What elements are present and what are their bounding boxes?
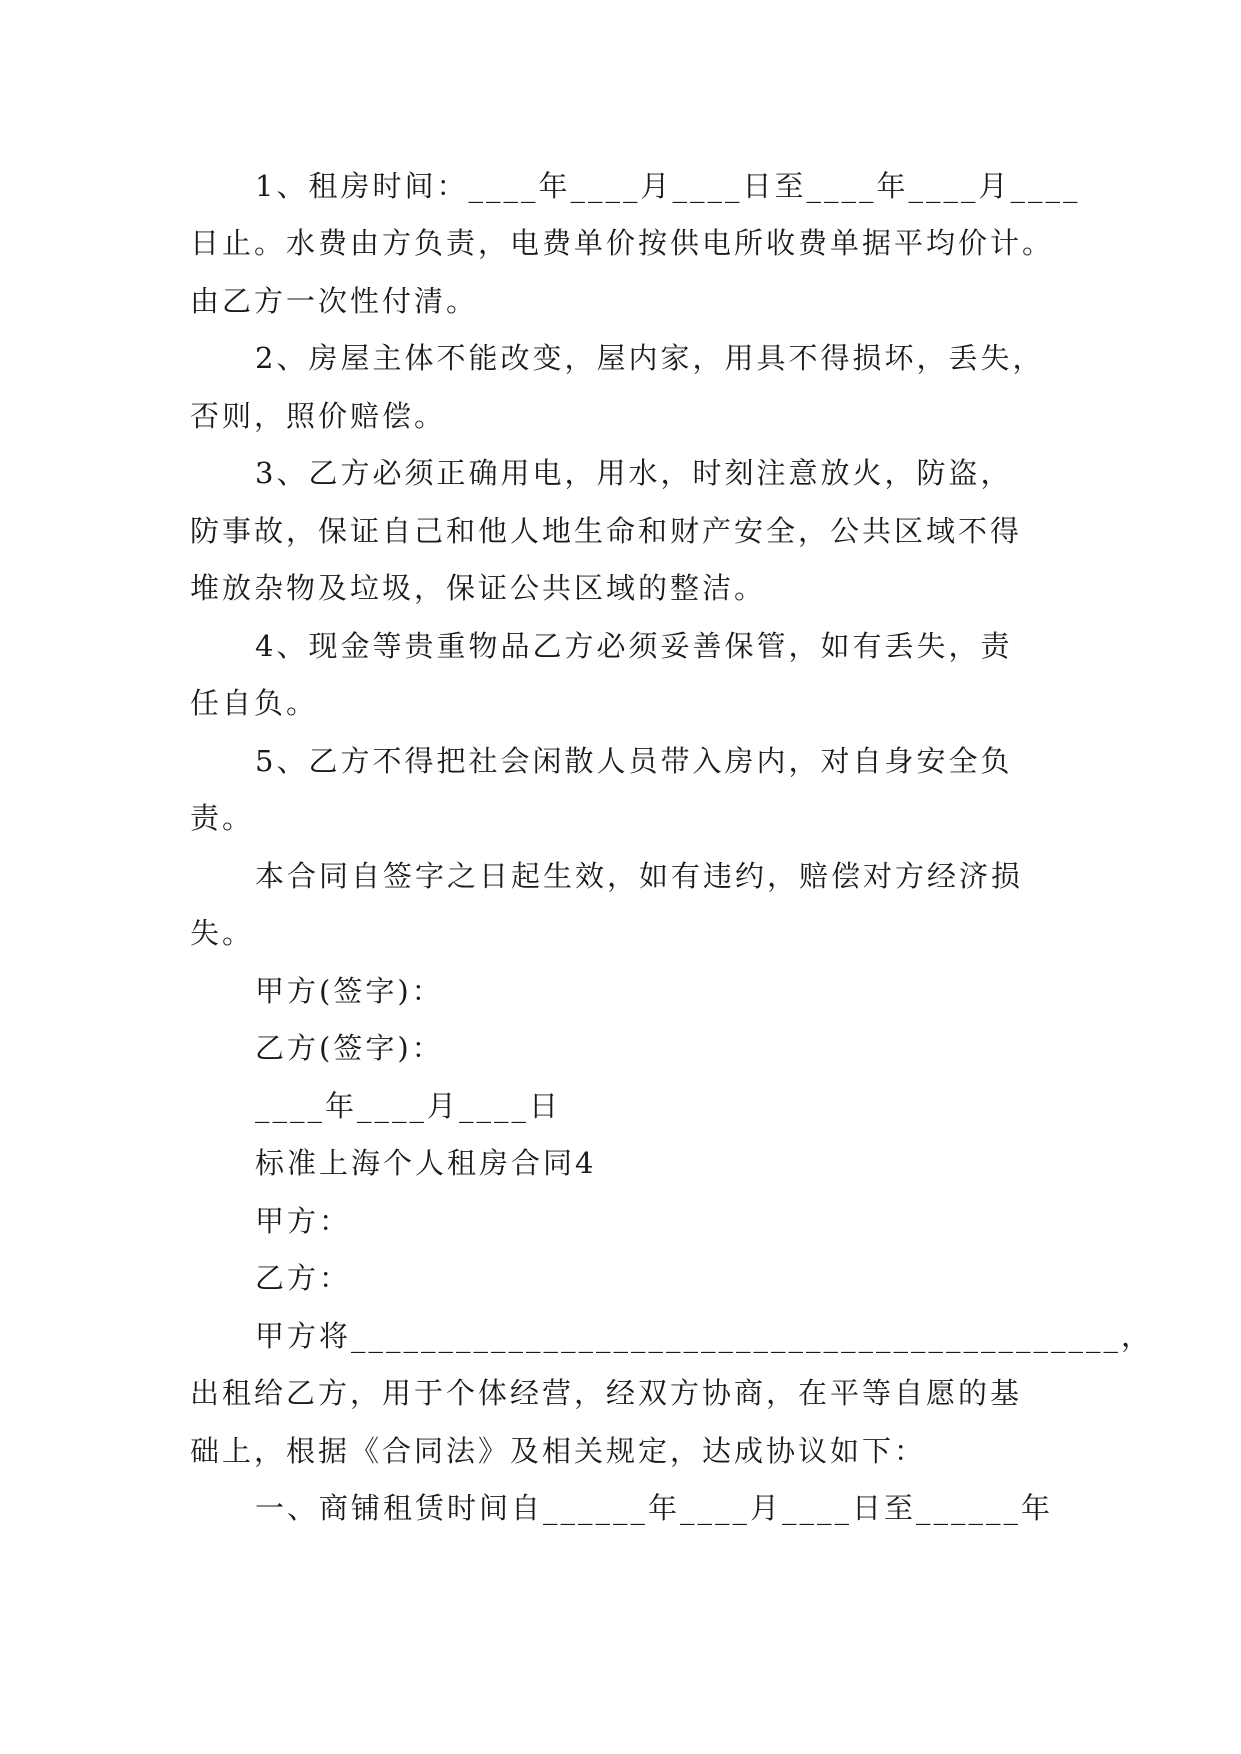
clause-4-line-1: 4、现金等贵重物品乙方必须妥善保管，如有丢失，责 [255, 629, 1013, 663]
contract-title: 标准上海个人租房合同4 [255, 1146, 597, 1180]
clause-4-line-2: 任自负。 [190, 686, 319, 720]
clause-2-line-1: 2、房屋主体不能改变，屋内家，用具不得损坏，丢失， [255, 341, 1045, 375]
party-b-signature: 乙方(签字)： [255, 1031, 444, 1065]
clause-1-line-1: 1、租房时间：____年____月____日至____年____月____ [255, 169, 1081, 203]
party-a-label: 甲方： [255, 1204, 352, 1238]
effective-clause-line-1: 本合同自签字之日起生效，如有违约，赔偿对方经济损 [255, 859, 1024, 893]
clause-3-line-2: 防事故，保证自己和他人地生命和财产安全，公共区域不得 [190, 514, 1023, 548]
party-b-label: 乙方： [255, 1261, 352, 1295]
party-a-signature: 甲方(签字)： [255, 974, 444, 1008]
lease-intro-line-2: 出租给乙方，用于个体经营，经双方协商，在平等自愿的基 [190, 1376, 1023, 1410]
lease-intro-line-1: 甲方将____________________________________________， [255, 1319, 1154, 1353]
clause-5-line-1: 5、乙方不得把社会闲散人员带入房内，对自身安全负 [255, 744, 1013, 778]
clause-1-line-2: 日止。水费由方负责，电费单价按供电所收费单据平均价计。 [190, 226, 1055, 260]
lease-intro-line-3: 础上，根据《合同法》及相关规定，达成协议如下： [190, 1434, 927, 1468]
clause-2-line-2: 否则，照价赔偿。 [190, 399, 447, 433]
clause-1-line-3: 由乙方一次性付清。 [190, 284, 479, 318]
effective-clause-line-2: 失。 [190, 916, 255, 950]
clause-5-line-2: 责。 [190, 801, 255, 835]
clause-3-line-1: 3、乙方必须正确用电，用水，时刻注意放火，防盗， [255, 456, 1013, 490]
lease-term-line-1: 一、商铺租赁时间自______年____月____日至______年 [255, 1491, 1054, 1525]
signature-date: ____年____月____日 [255, 1089, 562, 1123]
clause-3-line-3: 堆放杂物及垃圾，保证公共区域的整洁。 [190, 571, 767, 605]
